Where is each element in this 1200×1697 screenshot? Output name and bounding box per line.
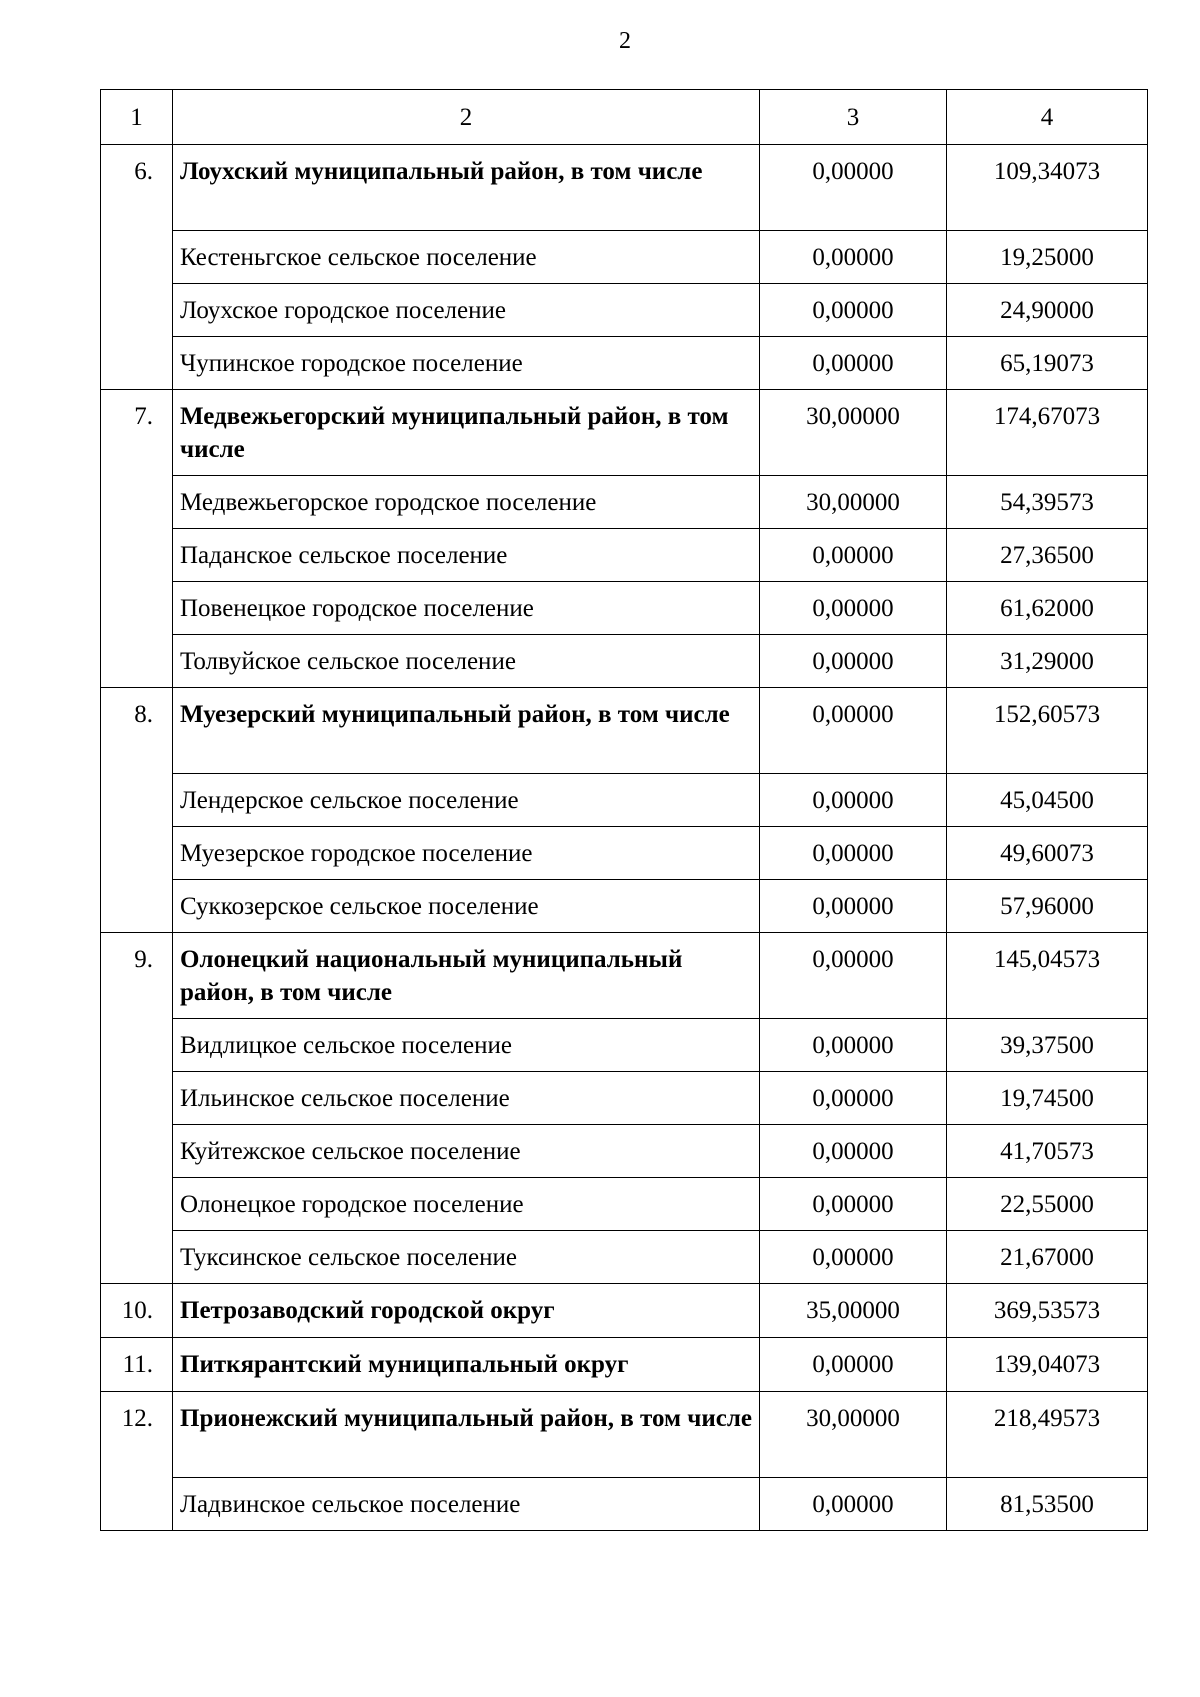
district-col3-value: 0,00000 (760, 688, 947, 774)
settlement-row (101, 635, 1148, 688)
settlement-col3-value: 0,00000 (760, 1231, 947, 1284)
settlement-row (101, 827, 1148, 880)
settlement-col3-value: 0,00000 (760, 1478, 947, 1531)
settlement-col4-value: 27,36500 (947, 529, 1148, 582)
settlement-name: Суккозерское сельское поселение (173, 880, 760, 933)
settlement-col3-value: 0,00000 (760, 774, 947, 827)
page-number: 2 (619, 28, 631, 54)
settlement-name: Ильинское сельское поселение (173, 1072, 760, 1125)
row-number: 10. (101, 1284, 173, 1338)
district-row (101, 390, 1148, 476)
settlement-col4-value: 61,62000 (947, 582, 1148, 635)
settlement-col4-value: 19,74500 (947, 1072, 1148, 1125)
settlement-row (101, 1478, 1148, 1531)
settlement-name: Муезерское городское поселение (173, 827, 760, 880)
settlement-name: Куйтежское сельское поселение (173, 1125, 760, 1178)
settlement-name: Лендерское сельское поселение (173, 774, 760, 827)
settlement-row (101, 1231, 1148, 1284)
settlement-name: Толвуйское сельское поселение (173, 635, 760, 688)
settlement-col3-value: 0,00000 (760, 1072, 947, 1125)
district-row (101, 1392, 1148, 1478)
settlement-name: Лоухское городское поселение (173, 284, 760, 337)
settlement-col3-value: 0,00000 (760, 1019, 947, 1072)
district-col4-value: 152,60573 (947, 688, 1148, 774)
settlement-name: Туксинское сельское поселение (173, 1231, 760, 1284)
district-row (101, 145, 1148, 231)
settlement-col4-value: 19,25000 (947, 231, 1148, 284)
settlement-col3-value: 0,00000 (760, 529, 947, 582)
district-row (101, 933, 1148, 1019)
header-cell-4: 4 (947, 90, 1148, 145)
settlement-col3-value: 0,00000 (760, 827, 947, 880)
header-cell-2: 2 (173, 90, 760, 145)
settlement-col3-value: 0,00000 (760, 635, 947, 688)
settlement-row (101, 476, 1148, 529)
table-header-row (101, 90, 1148, 145)
settlement-name: Олонецкое городское поселение (173, 1178, 760, 1231)
settlement-name: Паданское сельское поселение (173, 529, 760, 582)
settlement-col4-value: 45,04500 (947, 774, 1148, 827)
settlement-row (101, 1072, 1148, 1125)
settlement-col4-value: 24,90000 (947, 284, 1148, 337)
settlement-col4-value: 39,37500 (947, 1019, 1148, 1072)
settlement-row (101, 582, 1148, 635)
district-name: Олонецкий национальный муниципальный район, в том числе (173, 933, 760, 1019)
row-number: 11. (101, 1338, 173, 1392)
header-cell-1: 1 (101, 90, 173, 145)
district-col4-value: 139,04073 (947, 1338, 1148, 1392)
district-row (101, 1284, 1148, 1338)
district-row (101, 1338, 1148, 1392)
district-name: Лоухский муниципальный район, в том числе (173, 145, 760, 231)
settlement-name: Ладвинское сельское поселение (173, 1478, 760, 1531)
district-name: Муезерский муниципальный район, в том числе (173, 688, 760, 774)
settlement-row (101, 337, 1148, 390)
settlement-name: Кестеньгское сельское поселение (173, 231, 760, 284)
settlement-col4-value: 41,70573 (947, 1125, 1148, 1178)
district-row (101, 688, 1148, 774)
settlement-col3-value: 0,00000 (760, 231, 947, 284)
settlement-name: Медвежьегорское городское поселение (173, 476, 760, 529)
header-cell-3: 3 (760, 90, 947, 145)
settlement-row (101, 1125, 1148, 1178)
district-col3-value: 0,00000 (760, 145, 947, 231)
district-col3-value: 30,00000 (760, 1392, 947, 1478)
district-col3-value: 0,00000 (760, 933, 947, 1019)
budget-allocation-table (100, 89, 1148, 1531)
settlement-row (101, 231, 1148, 284)
settlement-row (101, 284, 1148, 337)
row-number: 6. (101, 145, 173, 390)
settlement-col4-value: 22,55000 (947, 1178, 1148, 1231)
settlement-col4-value: 31,29000 (947, 635, 1148, 688)
settlement-col3-value: 0,00000 (760, 880, 947, 933)
settlement-col4-value: 57,96000 (947, 880, 1148, 933)
settlement-row (101, 1019, 1148, 1072)
settlement-row (101, 774, 1148, 827)
district-name: Прионежский муниципальный район, в том числе (173, 1392, 760, 1478)
district-name: Медвежьегорский муниципальный район, в том числе (173, 390, 760, 476)
settlement-row (101, 529, 1148, 582)
settlement-col4-value: 21,67000 (947, 1231, 1148, 1284)
row-number: 8. (101, 688, 173, 933)
district-col3-value: 0,00000 (760, 1338, 947, 1392)
settlement-col3-value: 0,00000 (760, 284, 947, 337)
district-name: Питкярантский муниципальный округ (173, 1338, 760, 1392)
settlement-col3-value: 0,00000 (760, 337, 947, 390)
settlement-name: Чупинское городское поселение (173, 337, 760, 390)
settlement-col3-value: 30,00000 (760, 476, 947, 529)
district-col3-value: 35,00000 (760, 1284, 947, 1338)
district-col4-value: 174,67073 (947, 390, 1148, 476)
settlement-row (101, 880, 1148, 933)
district-col4-value: 369,53573 (947, 1284, 1148, 1338)
settlement-col4-value: 81,53500 (947, 1478, 1148, 1531)
settlement-col4-value: 49,60073 (947, 827, 1148, 880)
settlement-name: Видлицкое сельское поселение (173, 1019, 760, 1072)
district-name: Петрозаводский городской округ (173, 1284, 760, 1338)
row-number: 12. (101, 1392, 173, 1531)
settlement-name: Повенецкое городское поселение (173, 582, 760, 635)
settlement-col4-value: 54,39573 (947, 476, 1148, 529)
district-col4-value: 109,34073 (947, 145, 1148, 231)
row-number: 9. (101, 933, 173, 1284)
settlement-row (101, 1178, 1148, 1231)
district-col4-value: 145,04573 (947, 933, 1148, 1019)
settlement-col3-value: 0,00000 (760, 1178, 947, 1231)
row-number: 7. (101, 390, 173, 688)
settlement-col4-value: 65,19073 (947, 337, 1148, 390)
district-col3-value: 30,00000 (760, 390, 947, 476)
settlement-col3-value: 0,00000 (760, 1125, 947, 1178)
settlement-col3-value: 0,00000 (760, 582, 947, 635)
district-col4-value: 218,49573 (947, 1392, 1148, 1478)
